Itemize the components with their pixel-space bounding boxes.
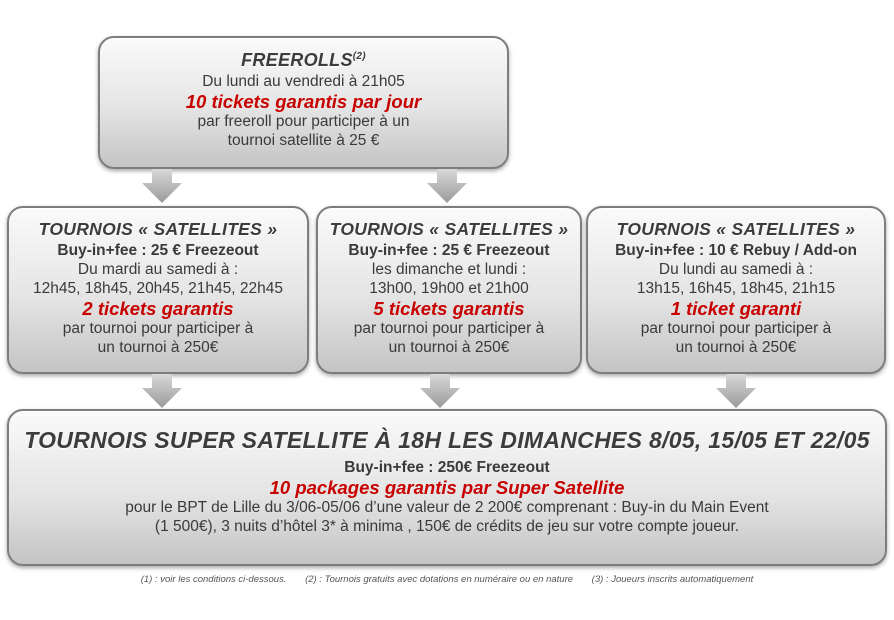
- freerolls-title: FREEROLLS$^{(2)}$: [241, 50, 366, 70]
- satellite-days: Du lundi au samedi à :: [658, 261, 814, 278]
- satellite-title: TOURNOIS « SATELLITES »: [616, 219, 856, 239]
- satellite-highlight: 5 tickets garantis: [373, 298, 525, 319]
- arrow-down-icon: [142, 374, 182, 408]
- satellite-desc-1: par tournoi pour participer à: [353, 320, 545, 337]
- satellite-times: 13h00, 19h00 et 21h00: [369, 280, 529, 297]
- footnote-2: (2) : Tournois gratuits avec dotations en numéraire ou en nature: [305, 574, 574, 585]
- super-satellite-desc-1: pour le BPT de Lille du 3/06-05/06 d’une valeur de 2 200€ comprenant : Buy-in du Main Event: [125, 499, 769, 516]
- super-satellite-buyin: Buy-in+fee : 250€ Freezeout: [344, 459, 550, 476]
- footnotes: [0, 574, 894, 585]
- freerolls-title-footnote: (2): [352, 51, 366, 62]
- super-satellite-desc-2: (1 500€), 3 nuits d’hôtel 3* à minima , 150€ de crédits de jeu sur votre compte joueur.: [154, 518, 740, 535]
- arrow-down-icon: [427, 169, 467, 203]
- satellite-box-3: [586, 206, 886, 374]
- satellite-desc-2: un tournoi à 250€: [97, 339, 219, 356]
- arrow-down-icon: [142, 169, 182, 203]
- satellite-title: TOURNOIS « SATELLITES »: [38, 219, 278, 239]
- satellite-desc-2: un tournoi à 250€: [388, 339, 510, 356]
- footnote-3: (3) : Joueurs inscrits automatiquement: [591, 574, 754, 585]
- satellite-highlight: 2 tickets garantis: [82, 298, 234, 319]
- super-satellite-title: TOURNOIS SUPER SATELLITE À 18H LES DIMANCHES 8/05, 15/05 ET 22/05: [24, 427, 870, 453]
- satellite-box-1: [7, 206, 309, 374]
- super-satellite-box: [7, 409, 887, 566]
- satellite-title: TOURNOIS « SATELLITES »: [329, 219, 569, 239]
- freerolls-desc-2: tournoi satellite à 25 €: [227, 132, 380, 149]
- satellite-times: 13h15, 16h45, 18h45, 21h15: [636, 280, 836, 297]
- arrow-down-icon: [716, 374, 756, 408]
- satellite-desc-2: un tournoi à 250€: [675, 339, 797, 356]
- freerolls-schedule: Du lundi au vendredi à 21h05: [202, 73, 405, 90]
- satellite-days: les dimanche et lundi :: [371, 261, 527, 278]
- footnote-1: (1) : voir les conditions ci-dessous.: [140, 574, 287, 585]
- satellite-highlight: 1 ticket garanti: [670, 298, 802, 319]
- satellite-times: 12h45, 18h45, 20h45, 21h45, 22h45: [33, 280, 283, 297]
- satellite-buyin: Buy-in+fee : 25 € Freezeout: [348, 242, 550, 259]
- super-satellite-highlight: 10 packages garantis par Super Satellite: [269, 477, 625, 498]
- satellite-box-2: [316, 206, 582, 374]
- freerolls-box: [98, 36, 509, 169]
- arrow-down-icon: [420, 374, 460, 408]
- satellite-buyin: Buy-in+fee : 25 € Freezeout: [57, 242, 259, 259]
- satellite-days: Du mardi au samedi à :: [77, 261, 239, 278]
- satellite-desc-1: par tournoi pour participer à: [62, 320, 254, 337]
- freerolls-highlight: 10 tickets garantis par jour: [185, 91, 422, 112]
- freerolls-desc-1: par freeroll pour participer à un: [197, 113, 410, 130]
- satellite-desc-1: par tournoi pour participer à: [640, 320, 832, 337]
- satellite-buyin: Buy-in+fee : 10 € Rebuy / Add-on: [615, 242, 857, 259]
